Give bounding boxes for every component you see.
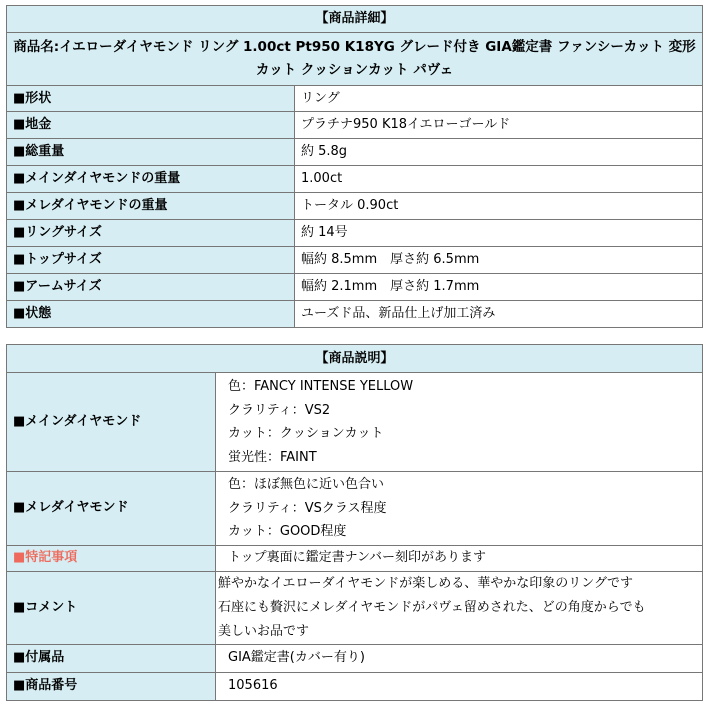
table-row — [7, 86, 703, 112]
table-row — [7, 644, 703, 672]
comment-line: 美しいお品です — [218, 623, 310, 639]
row-value: 幅約 8.5mm 厚さ約 6.5mm — [295, 247, 703, 274]
description-header: 【商品説明】 — [7, 345, 703, 373]
table-row — [7, 373, 703, 472]
row-value: プラチナ950 K18イエローゴールド — [295, 112, 703, 139]
row-label: ■状態 — [7, 301, 295, 328]
table-row — [7, 571, 703, 644]
row-label: ■リングサイズ — [7, 220, 295, 247]
comment-value — [216, 571, 703, 644]
row-value: 1.00ct — [295, 166, 703, 193]
row-label: ■アームサイズ — [7, 274, 295, 301]
table-row — [7, 301, 703, 328]
spec-line: クラリティ：VS2 — [228, 402, 331, 418]
spec-line: 色：FANCY INTENSE YELLOW — [228, 379, 414, 394]
main-diamond-label: ■メインダイヤモンド — [7, 373, 216, 472]
row-label: ■形状 — [7, 86, 295, 112]
row-value: 約 14号 — [295, 220, 703, 247]
row-value: リング — [295, 86, 703, 112]
main-diamond-specs — [216, 373, 703, 472]
product-title: 商品名:イエローダイヤモンド リング 1.00ct Pt950 K18YG グレード付き GIA鑑定書 ファンシーカット 変形カット クッションカット パヴェ — [7, 33, 703, 86]
table-row — [7, 672, 703, 700]
spec-line: クラリティ：VSクラス程度 — [228, 500, 387, 516]
row-value: ユーズド品、新品仕上げ加工済み — [295, 301, 703, 328]
table-row — [7, 220, 703, 247]
table-row — [7, 545, 703, 571]
melee-diamond-specs — [216, 472, 703, 546]
accessories-label: ■付属品 — [7, 644, 216, 672]
table-row — [7, 193, 703, 220]
spec-line: 色：ほぼ無色に近い色合い — [228, 477, 385, 492]
row-value: 約 5.8g — [295, 139, 703, 166]
table-row — [7, 274, 703, 301]
comment-line: 鮮やかなイエローダイヤモンドが楽しめる、華やかな印象のリングです — [218, 575, 633, 591]
row-value: トータル 0.90ct — [295, 193, 703, 220]
item-number-value: 105616 — [216, 672, 703, 700]
table-row — [7, 472, 703, 546]
table-row — [7, 166, 703, 193]
special-notes-value: トップ裏面に鑑定書ナンバー刻印があります — [216, 545, 703, 571]
row-label: ■メインダイヤモンドの重量 — [7, 166, 295, 193]
table-row — [7, 139, 703, 166]
product-details-table — [6, 5, 703, 328]
row-label: ■地金 — [7, 112, 295, 139]
spec-line: カット：GOOD程度 — [228, 524, 347, 539]
comment-label: ■コメント — [7, 571, 216, 644]
table-row — [7, 112, 703, 139]
spec-line: 蛍光性：FAINT — [228, 449, 317, 465]
row-label: ■総重量 — [7, 139, 295, 166]
melee-diamond-label: ■メレダイヤモンド — [7, 472, 216, 546]
item-number-label: ■商品番号 — [7, 672, 216, 700]
comment-line: 石座にも贅沢にメレダイヤモンドがパヴェ留めされた、どの角度からでも — [218, 599, 646, 615]
spec-line: カット：クッションカット — [228, 426, 384, 441]
details-header: 【商品詳細】 — [7, 6, 703, 33]
row-value: 幅約 2.1mm 厚さ約 1.7mm — [295, 274, 703, 301]
row-label: ■トップサイズ — [7, 247, 295, 274]
accessories-value: GIA鑑定書(カバー有り) — [216, 644, 703, 672]
table-row — [7, 247, 703, 274]
product-description-table — [6, 344, 703, 701]
special-notes-label: ■特記事項 — [7, 545, 216, 571]
row-label: ■メレダイヤモンドの重量 — [7, 193, 295, 220]
